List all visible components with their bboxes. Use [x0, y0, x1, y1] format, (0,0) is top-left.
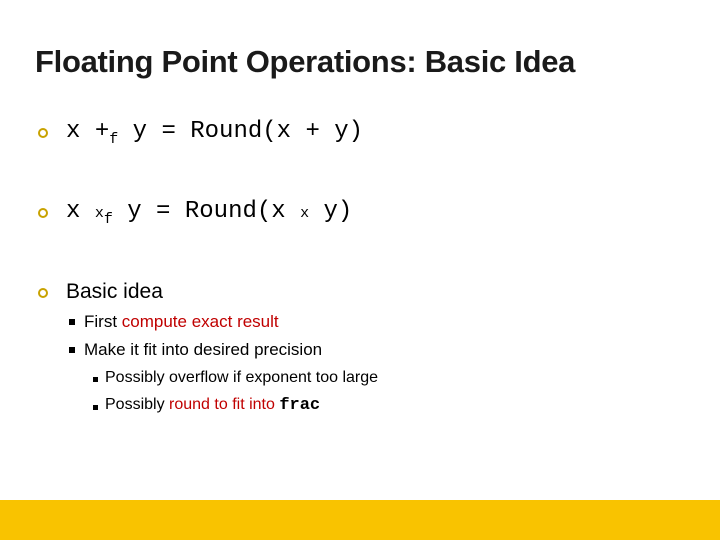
highlight-text: round to fit into	[169, 396, 280, 413]
list-item-text: First	[84, 312, 122, 331]
basic-idea-heading: Basic idea	[66, 280, 163, 303]
times-operator: x	[94, 205, 104, 222]
round-expression-end: y)	[323, 198, 353, 225]
square-bullet-icon	[69, 319, 75, 325]
bullet-circle-icon	[38, 208, 48, 218]
sub-item-round	[105, 396, 320, 415]
highlight-text: compute exact result	[121, 312, 279, 331]
list-item-fit: Make it fit into desired precision	[84, 340, 323, 359]
float-subscript: f	[103, 211, 113, 228]
times-operator-inner: x	[300, 205, 310, 222]
sub-item-text: Possibly	[105, 396, 170, 413]
frac-code: frac	[279, 396, 321, 415]
round-expression: y = Round(x + y)	[132, 118, 364, 145]
square-bullet-icon	[69, 347, 75, 353]
float-mul-expression	[66, 198, 353, 228]
operand-x: x	[66, 118, 81, 145]
square-bullet-icon	[93, 405, 98, 410]
slide-title: Floating Point Operations: Basic Idea	[35, 44, 576, 79]
sub-item-overflow: Possibly overflow if exponent too large	[105, 369, 379, 386]
float-subscript: f	[109, 131, 119, 148]
plus-operator: +	[94, 118, 110, 145]
bullet-circle-icon	[38, 288, 48, 298]
square-bullet-icon	[93, 377, 98, 382]
operand-x: x	[66, 198, 81, 225]
list-item-compute	[84, 312, 279, 332]
round-expression-start: y = Round(x	[127, 198, 286, 225]
bullet-circle-icon	[38, 128, 48, 138]
footer-bar	[0, 500, 720, 540]
float-add-expression	[66, 118, 364, 148]
